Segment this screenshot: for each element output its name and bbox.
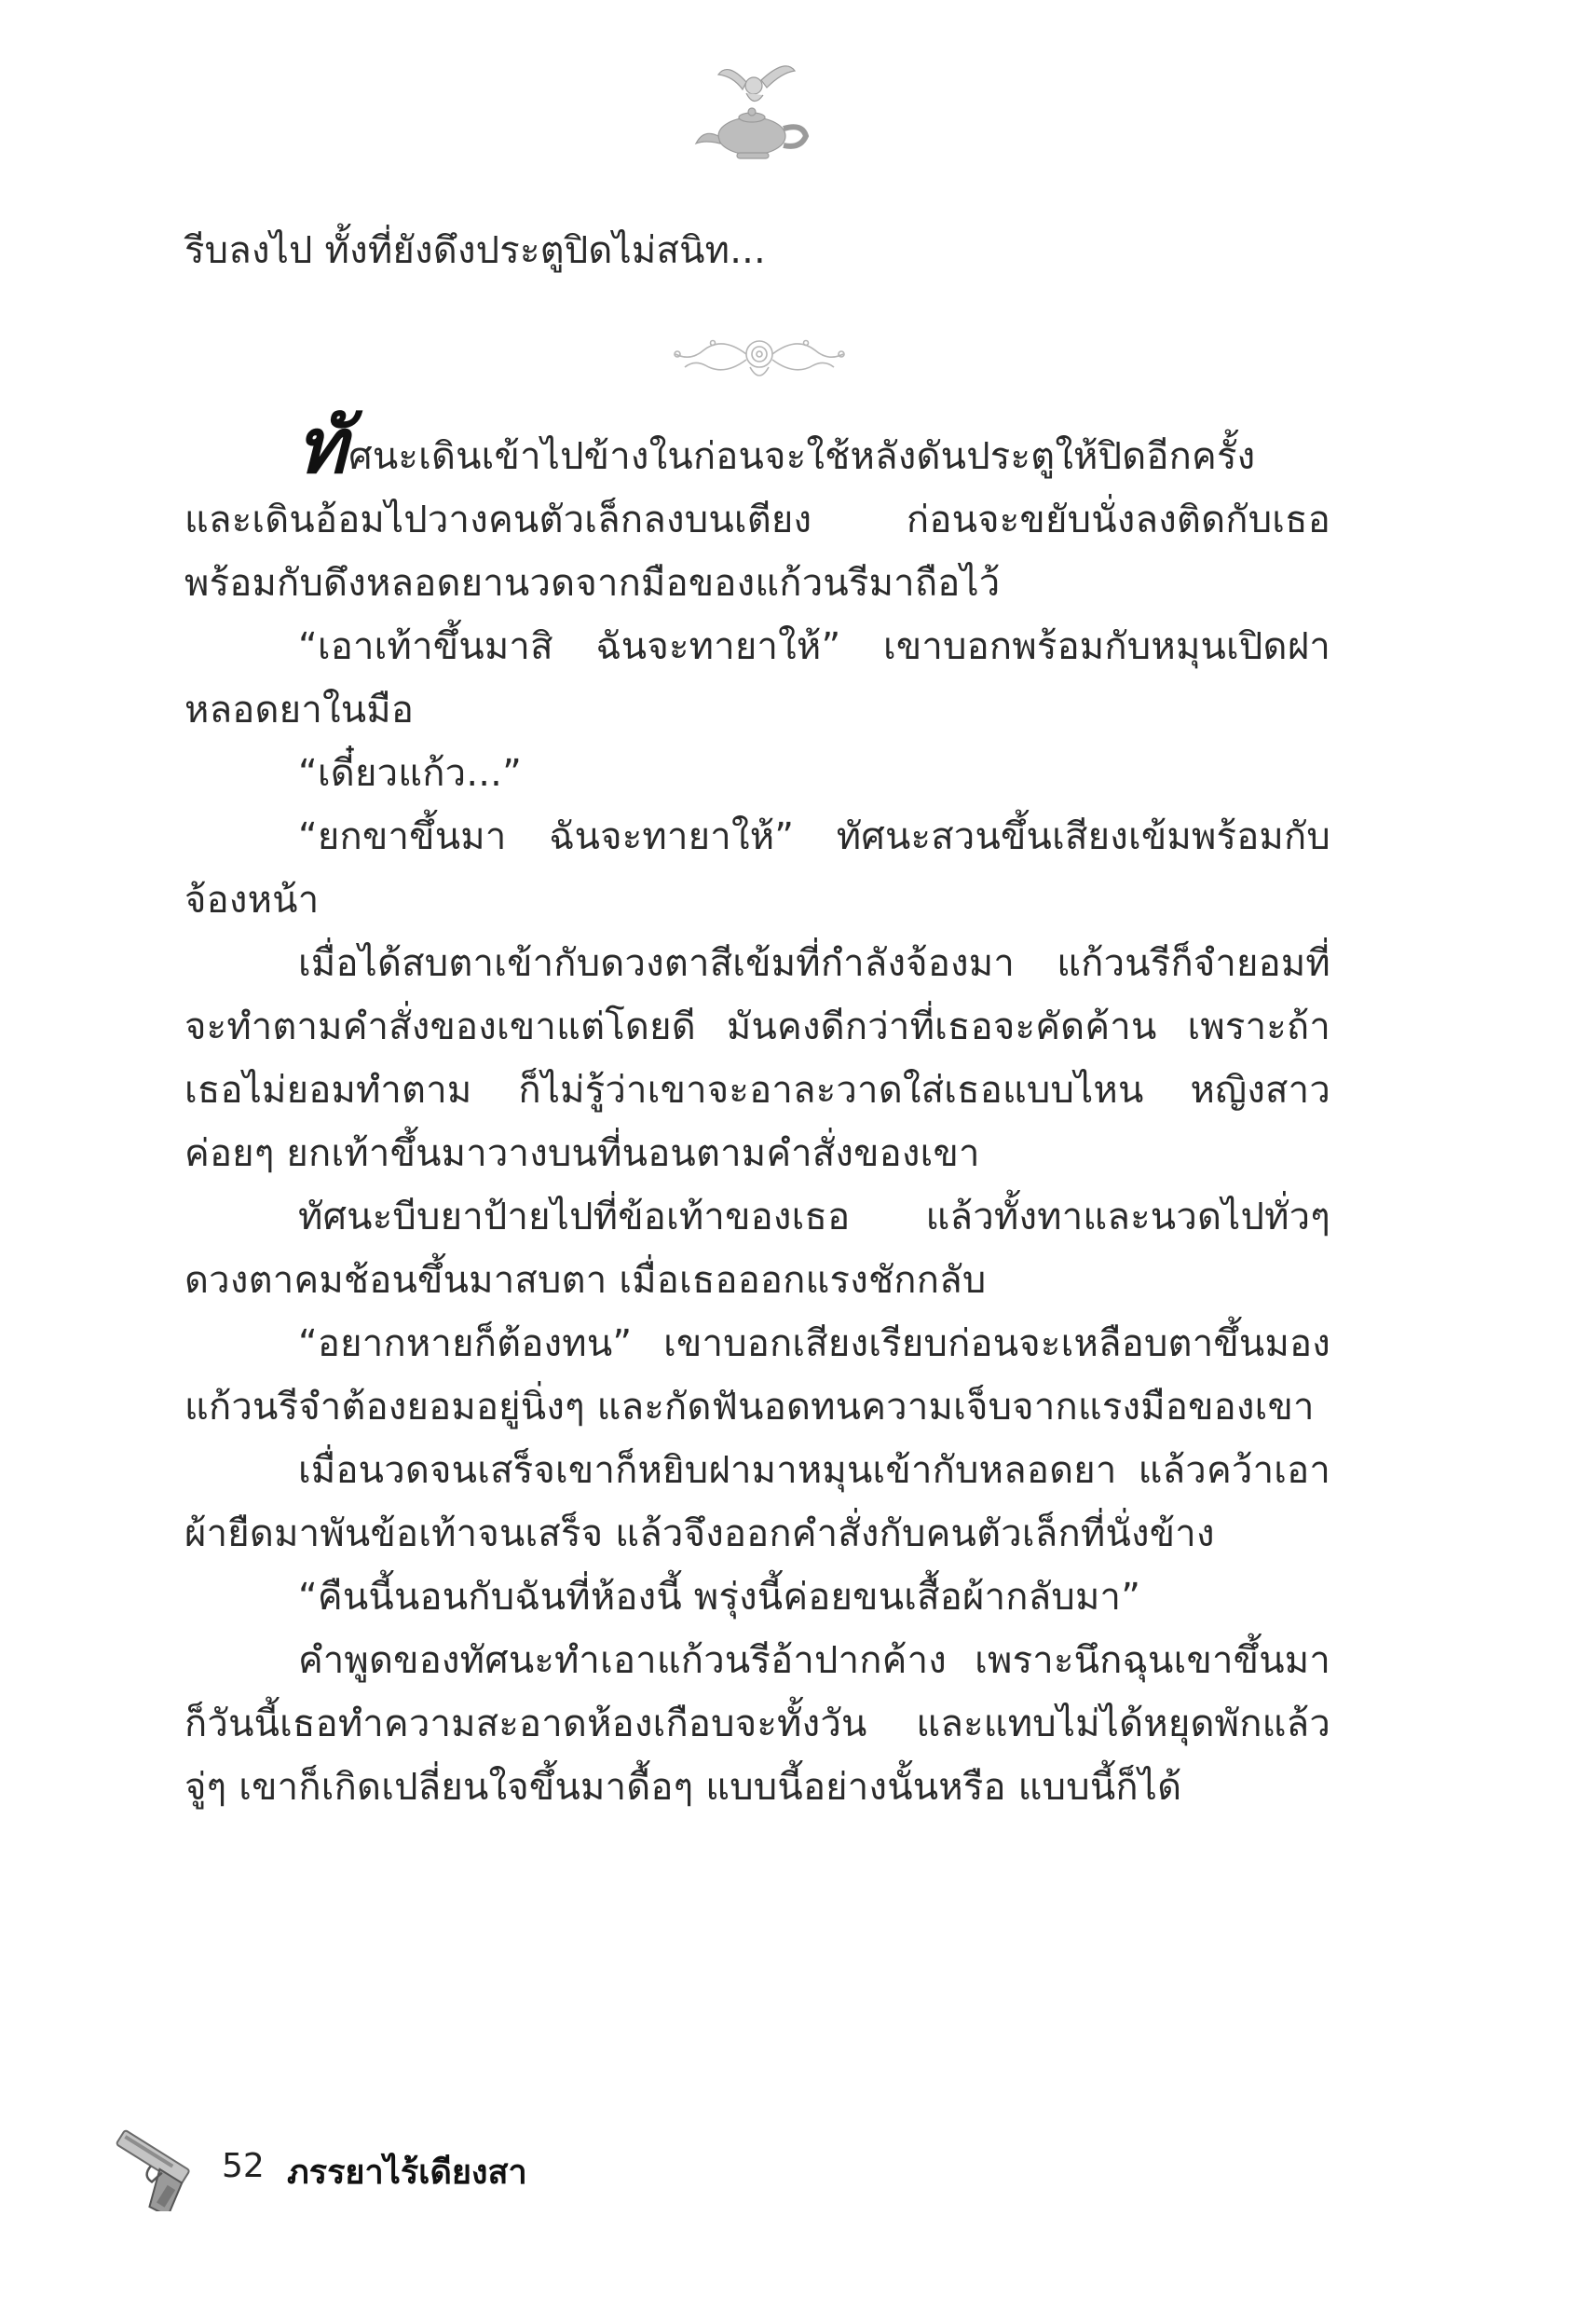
dropcap: ทั [296, 403, 348, 491]
cupid-teapot-ornament [685, 54, 825, 166]
paragraph: “อยากหายก็ต้องทน” เขาบอกเสียงเรียบก่อนจะเหลือบตาขึ้นมองแก้วนรีจำต้องยอมอยู่นิ่งๆ และกัดฟันอดทนความเจ็บจากแรงมือของเขา [184, 1322, 1330, 1429]
paragraph: “คืนนี้นอนกับฉันที่ห้องนี้ พรุ่งนี้ค่อยขนเสื้อผ้ากลับมา” [298, 1576, 1141, 1619]
book-title: ภรรยาไร้เดียงสา [287, 2154, 527, 2192]
paragraph: “ยกขาขึ้นมา ฉันจะทายาให้” ทัศนะสวนขึ้นเสียงเข้มพร้อมกับจ้องหน้า [184, 815, 1330, 922]
pistol-icon [102, 2123, 205, 2211]
paragraph: คำพูดของทัศนะทำเอาแก้วนรีอ้าปากค้าง เพราะนึกฉุนเขาขึ้นมาก็วันนี้เธอทำความสะอาดห้องเกือบจะทั้งวัน และแทบไม่ได้หยุดพักแล้วจู่ๆ เขาก็เกิดเปลี่ยนใจขึ้นมาดื้อๆ แบบนี้อย่างนั้นหรือ แบบนี้ก็ได้ [184, 1639, 1330, 1809]
first-paragraph [184, 403, 1330, 615]
first-paragraph-text: ศนะเดินเข้าไปข้างในก่อนจะใช้หลังดันประตูให้ปิดอีกครั้ง และเดินอ้อมไปวางคนตัวเล็กลงบนเตียง ก่อนจะขยับนั่งลงติดกับเธอ พร้อมกับดึงหลอดยานวดจากมือของแก้วนรีมาถือไว้ [184, 435, 1330, 605]
paragraph: เมื่อได้สบตาเข้ากับดวงตาสีเข้มที่กำลังจ้องมา แก้วนรีก็จำยอมที่จะทำตามคำสั่งของเขาแต่โดยดี มันคงดีกว่าที่เธอจะคัดค้าน เพราะถ้าเธอไม่ยอมทำตาม ก็ไม่รู้ว่าเขาจะอาละวาดใส่เธอแบบไหน หญิงสาวค่อยๆ ยกเท้าขึ้นมาวางบนที่นอนตามคำสั่งของเขา [184, 942, 1330, 1175]
opening-line: รีบลงไป ทั้งที่ยังดึงประตูปิดไม่สนิท... [184, 229, 766, 272]
paragraph: “เอาเท้าขึ้นมาสิ ฉันจะทายาให้” เขาบอกพร้อมกับหมุนเปิดฝาหลอดยาในมือ [184, 625, 1330, 732]
page-footer [102, 2123, 755, 2216]
paragraph: เมื่อนวดจนเสร็จเขาก็หยิบฝามาหมุนเข้ากับหลอดยา แล้วคว้าเอาผ้ายืดมาพันข้อเท้าจนเสร็จ แล้วจึงออกคำสั่งกับคนตัวเล็กที่นั่งข้าง [184, 1449, 1330, 1555]
opening-line-block [184, 219, 1330, 282]
paragraph: ทัศนะบีบยาป้ายไปที่ข้อเท้าของเธอ แล้วทั้งทาและนวดไปทั่วๆ ดวงตาคมช้อนขึ้นมาสบตา เมื่อเธอออกแรงชักกลับ [184, 1196, 1330, 1302]
main-text-block [184, 403, 1330, 1819]
rose-flourish-divider [657, 326, 862, 391]
page-number: 52 [222, 2147, 265, 2185]
paragraph: “เดี๋ยวแก้ว...” [298, 752, 522, 795]
